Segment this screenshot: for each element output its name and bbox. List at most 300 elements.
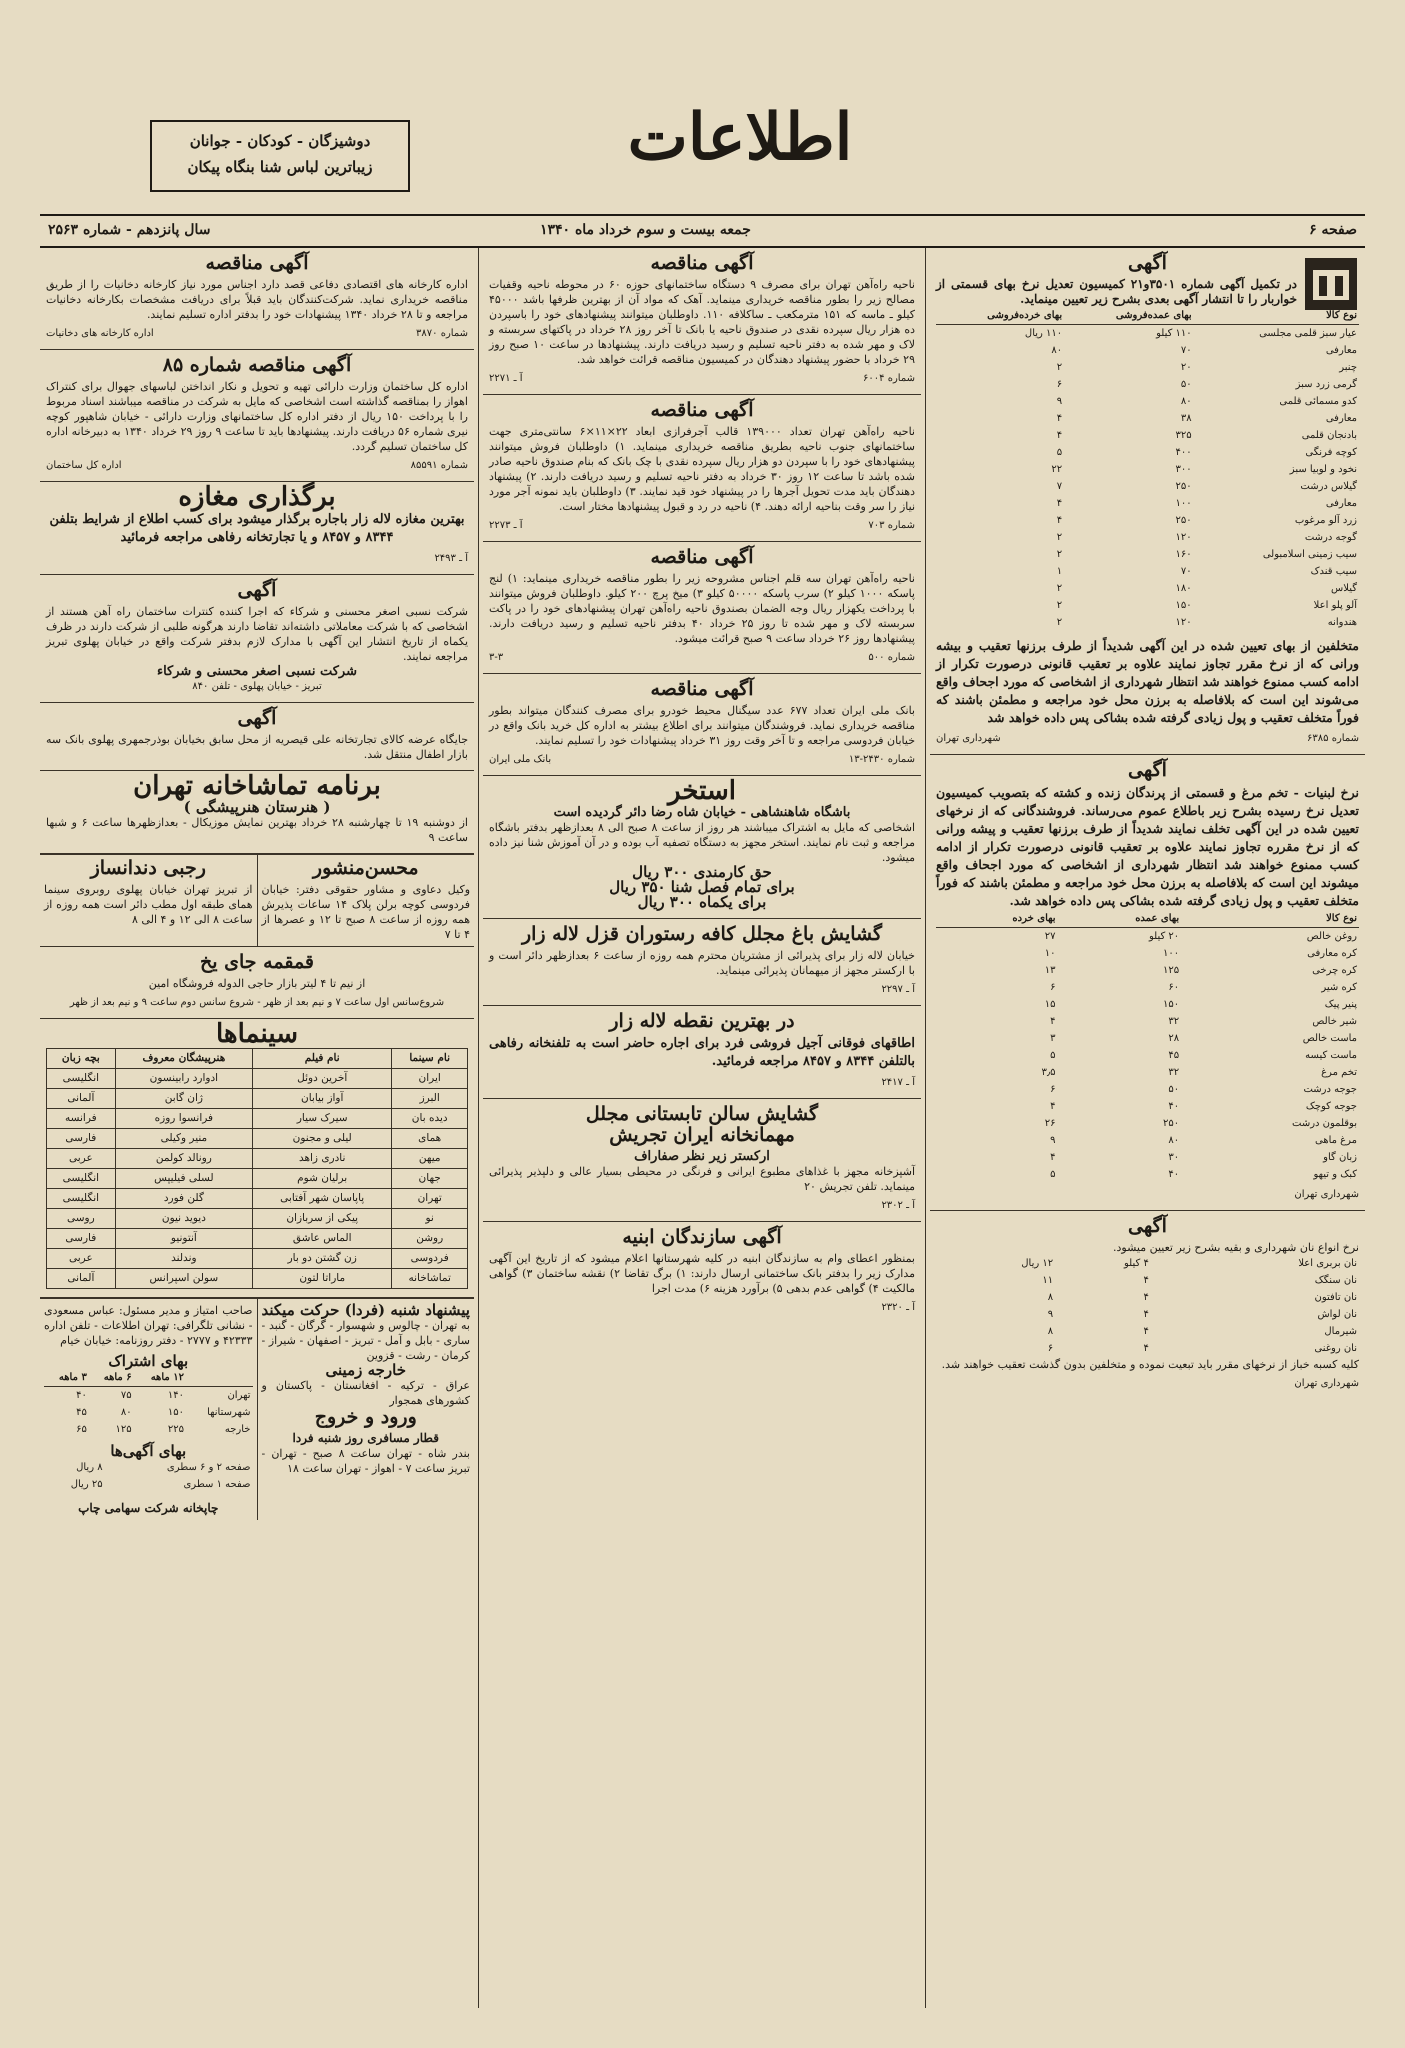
ad-body: اطاقهای فوقانی آجیل فروشی فرد برای اجاره حاضر است به تلفنخانه رفاهی بالتلفن ۸۳۴۴ و ۸۴۵۷ مراجعه فرمائید.: [489, 1036, 915, 1069]
ad-body-2: عراق - ترکیه - افغانستان - پاکستان و کشورهای همجوار: [261, 1379, 470, 1407]
table-cell: معارفی: [1325, 345, 1357, 356]
newspaper-title: اطلاعات: [627, 100, 853, 175]
ad-cinemas: [40, 1019, 474, 1298]
table-row: [936, 1149, 1359, 1166]
dateline: [40, 214, 1365, 248]
ad-body: از تبریز تهران خیابان پهلوی روبروی سینما همای طبقه اول مطب دائر است همه روزه از ساعت ۸ الی ۱۲ و ۴ الی ۸: [44, 883, 253, 926]
table-cell: گیلاس درشت: [1300, 481, 1357, 492]
ad-lead: نرخ لبنیات - تخم مرغ و قسمتی از پرندگان زنده و کشته که بتصویب کمیسیون تعدیل نرخ رسیده بشرح زیر باطلاع عموم می‌رساند. فروشندگانی که از نرخهای تعیین شده در این آگهی تخلف نمایند شدیداً از طرف برزنها تعقیب و پیشه ورانی که از نرخ مقرره تجاوز نمایند علاوه بر تعقیب قانونی درصورت تکرار از ادامه کسب ممنوع خواهند شد انتظار شهرداری از اشخاصی که مورد اجحاف واقع میشوند این است که بلافاصله به برزن محل خود مراجعه و مطمئن باشند که فوراً متخلف تعقیب و پول زیادی گرفته شده بشاکی پس داده خواهد شد.: [936, 785, 1359, 908]
table-cell: ۸۰: [120, 1407, 132, 1418]
table-cell: ۴۰: [76, 1390, 87, 1401]
table-cell: ۲۲۵: [167, 1424, 184, 1435]
table-header: نوع کالا: [1181, 910, 1359, 928]
table-cell: ۳۸: [1180, 413, 1192, 424]
ad-title: در بهترین نقطه لاله زار: [609, 1010, 795, 1032]
ad-title: استخر: [668, 776, 736, 806]
ad-number: شماره ۸۵۵۹۱: [410, 460, 468, 471]
table-cell: انگلیسی: [47, 1069, 116, 1089]
table-cell: ۲: [1056, 600, 1063, 611]
table-cell: جوجه کوچک: [1305, 1101, 1357, 1112]
table-cell: لیلی و مجنون: [253, 1129, 392, 1149]
table-cell: ۲: [1056, 532, 1063, 543]
ad-hotel: [483, 1099, 921, 1222]
table-cell: ۱۲۰: [1175, 617, 1192, 628]
table-cell: ۹: [1050, 1135, 1056, 1146]
table-row: [936, 376, 1359, 393]
ad-address: تبریز - خیابان پهلوی - تلفن ۸۴۰: [192, 681, 322, 692]
table-cell: ۱۵۰: [1163, 999, 1180, 1010]
table-cell: ۱۳: [1044, 965, 1056, 976]
table-header: نوع کالا: [1194, 307, 1359, 325]
table-row: [936, 1030, 1359, 1047]
table-cell: کره شیر: [1321, 982, 1357, 993]
table-cell: ۴: [1143, 1343, 1149, 1354]
table-row: [936, 1098, 1359, 1115]
table-cell: ۸۰: [1168, 1135, 1180, 1146]
table-cell: ۴: [1056, 515, 1063, 526]
table-row: [936, 1064, 1359, 1081]
ad-relocation: [40, 703, 474, 771]
table-cell: ۴: [1056, 430, 1063, 441]
ad-builders: [483, 1222, 921, 1323]
table-cell: ۳۲: [1168, 1016, 1180, 1027]
table-cell: میهن: [392, 1149, 468, 1169]
table-cell: نخود و لوبیا سبز: [1289, 464, 1357, 475]
table-cell: ۴: [1050, 1101, 1056, 1112]
ad-title: آگهی مناقصه: [650, 678, 754, 700]
table-row: [936, 512, 1359, 529]
column-left: [40, 248, 474, 1520]
table-row: [936, 1166, 1359, 1183]
ad-issuer: بانک ملی ایران: [489, 754, 552, 765]
ad-title: آگهی مناقصه: [650, 399, 754, 421]
table-cell: صفحه ۲ و ۶ سطری: [166, 1462, 251, 1473]
table-cell: عربی: [47, 1249, 116, 1269]
table-cell: شیرمال: [1324, 1326, 1357, 1337]
table-cell: نان بربری اعلا: [1298, 1258, 1357, 1269]
ad-footer: [489, 371, 915, 386]
table-cell: ۶۵: [76, 1424, 87, 1435]
table-row: [936, 1340, 1359, 1357]
ad-number: شماره ۲۴۳۰-۱۳: [848, 754, 915, 765]
ad-title: بهای اشتراک: [108, 1352, 189, 1370]
municipality-emblem-icon: [1303, 256, 1359, 312]
table-cell: ۴۵: [1168, 1050, 1180, 1061]
table-cell: فردوسی: [392, 1249, 468, 1269]
table-row: [936, 342, 1359, 359]
ad-rental: [483, 1006, 921, 1099]
table-row: [936, 1272, 1359, 1289]
table-cell: گلن فورد: [115, 1189, 252, 1209]
table-cell: صفحه ۱ سطری: [183, 1479, 251, 1490]
ad-title: آگهی مناقصه: [205, 252, 309, 274]
table-cell: همای: [392, 1129, 468, 1149]
table-row: [936, 325, 1359, 343]
table-cell: زن گشتن دو بار: [253, 1249, 392, 1269]
table-row: [936, 1013, 1359, 1030]
table-row: [936, 1081, 1359, 1098]
table-cell: آنتونیو: [115, 1229, 252, 1249]
table-cell: ۴۰: [1168, 1101, 1180, 1112]
table-cell: دیده بان: [392, 1109, 468, 1129]
ad-pool: [483, 776, 921, 919]
table-header: ۳ ماهه: [44, 1369, 89, 1387]
printer-name: چاپخانه شرکت سهامی چاپ: [78, 1501, 219, 1515]
table-cell: ۲۵ ریال: [70, 1479, 103, 1490]
ad-body: ناحیه راه‌آهن تهران تعداد ۱۳۹۰۰۰ قالب آجرفرازی ابعاد ۲۲×۱۱×۶ سانتی‌متری جهت ساختمانهای جنوب ناحیه بطریق مناقصه خریداری مینماید. ۱) داوطلبان فروش میتوانند پیشنهادهای خود را با سپردن دو هزار ریال سپرده نقدی با چک بانک که بنام صندوق ناحیه صادر شده باشد تا ساعت ۱۲ روز ۳۰ خرداد به دفتر ناحیه تسلیم و رسید دریافت دارند. ۲) پیشنهاد دهندگان باید مدت تحویل آجرها را در پیشنهاد خود قید نمایند. ۳) داوطلبان باید نمونه آجر مورد نیاز را سر وقت بناحیه ارائه دهند. ۴) ناحیه در رد و قبول پیشنهادها مختار است.: [489, 425, 916, 513]
ad-issuer: اداره کارخانه های دخانیات: [46, 328, 154, 339]
table-cell: ۳٫۵: [1041, 1067, 1056, 1078]
table-header: نام سینما: [392, 1049, 468, 1069]
table-row: [936, 563, 1359, 580]
ad-bus: [258, 1299, 475, 1520]
table-cell: زبان گاو: [1323, 1152, 1357, 1163]
table-row: [936, 461, 1359, 478]
table-cell: البرز: [392, 1089, 468, 1109]
ad-signature: شرکت نسبی اصغر محسنی و شرکاء: [156, 664, 358, 679]
table-cell: آواز بیابان: [253, 1089, 392, 1109]
ad-issuer: شهرداری تهران: [1294, 1378, 1359, 1389]
table-cell: ۴: [1050, 1152, 1056, 1163]
ad-code: آ ـ ۲۴۱۷: [881, 1077, 915, 1088]
table-cell: گوجه درشت: [1304, 532, 1357, 543]
ad-footer: [489, 1075, 915, 1090]
table-cell: زرد آلو مرغوب: [1294, 515, 1357, 526]
page-number: صفحه ۶: [1309, 222, 1357, 238]
table-row: [47, 1269, 468, 1289]
masthead-ad-line2: زیباترین لباس‌ شنا بنگاه پیکان: [187, 158, 373, 176]
masthead-ad-box: [150, 120, 410, 192]
table-cell: ۵: [1056, 447, 1063, 458]
table-cell: ۱۸۰: [1175, 583, 1192, 594]
ad-body: کلیه کسبه خباز از نرخهای مقرر باید تبعیت نموده و متخلفین بدون گذشت تعقیب خواهند شد.: [941, 1358, 1359, 1371]
table-row: [936, 410, 1359, 427]
table-header: [186, 1369, 253, 1387]
table-cell: روغن خالص: [1306, 931, 1357, 942]
table-row: [936, 427, 1359, 444]
table-cell: ۴: [1143, 1292, 1149, 1303]
table-cell: کبک و تیهو: [1313, 1169, 1357, 1180]
ad-title: آگهی: [237, 707, 277, 729]
ad-dentist: [40, 855, 258, 946]
table-cell: ۲۶: [1044, 1118, 1056, 1129]
ad-issuer: اداره کل ساختمان: [46, 460, 122, 471]
table-cell: ۲: [1056, 549, 1063, 560]
table-cell: آخرین دوئل: [253, 1069, 392, 1089]
table-cell: ۴۰۰: [1175, 447, 1192, 458]
masthead-ad-line1: دوشیزگان - کودکان - جوانان: [189, 132, 371, 150]
table-cell: فارسی: [47, 1129, 116, 1149]
table-cell: بادنجان قلمی: [1301, 430, 1357, 441]
table-cell: تماشاخانه: [392, 1269, 468, 1289]
ad-number: شماره ۷۰۳: [868, 520, 915, 531]
table-cell: گرمی زرد سبز: [1295, 379, 1357, 390]
ad-title: آگهی مناقصه شماره ۸۵: [162, 354, 352, 376]
table-cell: ۵۰: [1168, 1084, 1180, 1095]
ad-title: آگهی مناقصه: [650, 252, 754, 274]
table-cell: ۶: [1047, 1343, 1054, 1354]
table-cell: ۸ ریال: [76, 1462, 103, 1473]
table-cell: ۱۲۵: [115, 1424, 132, 1435]
table-cell: ۴: [1143, 1275, 1149, 1286]
table-cell: ۳۲: [1168, 1067, 1180, 1078]
ad-price-2: برای تمام فصل شنا ۳۵۰ ریال: [609, 878, 795, 896]
price-table-bread: [936, 1255, 1359, 1357]
table-header: ۱۲ ماهه: [134, 1369, 186, 1387]
ad-theatre: [40, 771, 474, 854]
issue-date: جمعه بیست و سوم خرداد ماه ۱۳۴۰: [540, 222, 751, 238]
table-cell: ۲: [1056, 583, 1063, 594]
table-cell: ۴: [1143, 1309, 1149, 1320]
table-row: [47, 1129, 468, 1149]
ad-number: شماره ۶۳۸۵: [1307, 733, 1359, 744]
table-row: [936, 996, 1359, 1013]
price-table-dairy: [936, 910, 1359, 1183]
table-cell: ۴: [1143, 1326, 1149, 1337]
table-cell: وندلند: [115, 1249, 252, 1269]
table-cell: ۴۵: [76, 1407, 87, 1418]
ad-body: اداره کل ساختمان وزارت دارائی تهیه و تحویل و نکار انداختن لباسهای جهوال برای کنتراک اهواز را بمناقصه گذاشته است اشخاصی که مایل به شرکت در مناقصه میباشند اسناد مربوط را با پرداخت ۱۵۰ ریال از دفتر اداره کل ساختمانهای وزارت دارائی - خیابان شاهپور کوچه نیری شماره ۵۶ دریافت دارند. پیشنهادها باید تا ساعت ۹ روز ۲۹ خرداد ۱۳۴۰ به دبیرخانه اداره کل ساختمان تسلیم گردد.: [46, 380, 469, 453]
table-cell: ۱: [1056, 566, 1063, 577]
ad-title-2: مهمانخانه ایران تجریش: [609, 1124, 795, 1146]
table-cell: ۶: [1050, 982, 1056, 993]
table-cell: ۱۲۵: [1163, 965, 1180, 976]
ad-footer: [489, 650, 915, 665]
imprint: صاحب امتیاز و مدیر مسئول: عباس مسعودی - نشانی تلگرافی: تهران اطلاعات - تلفن اداره ۴۲۳۳۳ و ۲۷۷۷ - دفتر روزنامه: خیابان خیام: [44, 1304, 253, 1347]
table-cell: گیلاس: [1331, 583, 1357, 594]
table-cell: تهران: [227, 1390, 251, 1401]
table-cell: ۹: [1047, 1309, 1054, 1320]
table-header: بچه زبان: [47, 1049, 116, 1069]
ad-lead: نرخ انواع نان شهرداری و بقیه بشرح زیر تعیین میشود.: [1113, 1241, 1359, 1254]
table-cell: ۸: [1047, 1292, 1054, 1303]
table-cell: ۱۰۰: [1175, 498, 1192, 509]
table-cell: فارسی: [47, 1229, 116, 1249]
ad-title: پیشنهاد شنبه (فردا) حرکت میکند: [261, 1301, 470, 1319]
ad-title: محسن‌منشور: [312, 857, 419, 879]
table-cell: ۴ کیلو: [1124, 1258, 1149, 1269]
ad-title: آگهی: [1128, 252, 1167, 274]
table-cell: هندوانه: [1327, 617, 1357, 628]
table-cell: ادوارد رابینسون: [115, 1069, 252, 1089]
table-row: [936, 1289, 1359, 1306]
table-row: [47, 1189, 468, 1209]
table-row: [936, 495, 1359, 512]
table-cell: ۴۰: [1168, 1169, 1180, 1180]
table-cell: ۳۲۵: [1175, 430, 1192, 441]
ad-code: آ ـ ۲۳۰۲: [881, 1200, 915, 1211]
table-cell: ۱۴۰: [167, 1390, 184, 1401]
table-cell: ۶: [1050, 1084, 1056, 1095]
table-cell: تهران: [392, 1189, 468, 1209]
ad-code: آ ـ ۲۳۲۰: [881, 1302, 915, 1313]
table-cell: ۱۵: [1044, 999, 1056, 1010]
table-cell: ۱۶۰: [1175, 549, 1192, 560]
table-cell: فرانسه: [47, 1109, 116, 1129]
table-cell: عربی: [47, 1149, 116, 1169]
table-cell: ۳۰: [1168, 1152, 1180, 1163]
ad-tender-3: [483, 542, 921, 674]
table-cell: لسلی فیلیپس: [115, 1169, 252, 1189]
table-row: [936, 962, 1359, 979]
table-cell: ۳۰۰: [1175, 464, 1192, 475]
ad-body: از دوشنبه ۱۹ تا چهارشنبه ۲۸ خرداد بهترین نمایش موزیکال - بعدازظهرها ساعت ۶ و شبها ساعت ۹: [46, 816, 468, 844]
ad-body: اشخاصی که مایل به اشتراک میباشند هر روز از ساعت ۸ صبح الی ۸ بعدازظهر بدفتر باشگاه مراجعه و ثبت نام نمایند. استخر مجهز به دستگاه تصفیه آب بوده و در آن آموزش شنا نیز داده میشود.: [489, 821, 915, 864]
table-header: هنرپیشگان معروف: [115, 1049, 252, 1069]
table-cell: آلو پلو اعلا: [1313, 600, 1357, 611]
ad-body: آشپزخانه مجهز با غذاهای مطبوع ایرانی و فرنگی در محیطی بسیار عالی و دلپذیر پذیرائی مینماید. تلفن تجریش ۲۰: [489, 1165, 915, 1193]
table-cell: ۲۲: [1051, 464, 1063, 475]
table-cell: کره چرخی: [1312, 965, 1357, 976]
table-cell: پاپاسان شهر آفتابی: [253, 1189, 392, 1209]
ad-code: ۳-۳: [489, 652, 504, 663]
ad-body-3: بندر شاه - تهران ساعت ۸ صبح - تهران - تبریز ساعت ۷ - اهواز - تهران ساعت ۱۸: [261, 1447, 470, 1475]
table-cell: ۱۰۰: [1163, 948, 1180, 959]
ad-footer: [489, 982, 915, 997]
ad-body: از نیم تا ۴ لیتر بازار حاجی الدوله فروشگاه امین: [148, 977, 366, 990]
table-cell: معارفی: [1325, 413, 1357, 424]
ad-body: شرکت نسبی اصغر محسنی و شرکاء که اجرا کننده کنترات ساختمان راه آهن هستند از اشخاصی که با شرکت معاملاتی داشته‌اند تقاضا دارند هرگونه طلبی از شرکت دارند در ظرف یکماه از تاریخ انتشار این آگهی با مدارک لازم بدفتر شرکت واقع در خیابان پهلوی تبریز مراجعه نمایند.: [46, 605, 468, 663]
table-cell: ۸۰: [1051, 345, 1063, 356]
table-cell: ۴: [1056, 413, 1063, 424]
table-row: [936, 1306, 1359, 1323]
ad-title: گشایش باغ مجلل کافه رستوران قزل لاله زار: [521, 923, 883, 945]
table-row: [47, 1149, 468, 1169]
table-cell: ۷۰: [1180, 345, 1192, 356]
ad-footer: [489, 1198, 915, 1213]
table-cell: ۵: [1050, 1050, 1056, 1061]
ad-footer: [46, 326, 468, 341]
ad-body: به تهران - چالوس و شهسوار - گرگان - گنبد - ساری - بابل و آمل - تبریز - اصفهان - شیراز - کرمان - رشت - قزوین: [261, 1319, 470, 1362]
table-cell: ۵: [1050, 1169, 1056, 1180]
table-row: [936, 928, 1359, 946]
table-cell: عیار سبز قلمی مجلسی: [1259, 328, 1357, 339]
ad-subtitle: قطار مسافری روز شنبه فردا: [292, 1431, 439, 1445]
ad-body: ناحیه راه‌آهن تهران برای مصرف ۹ دستگاه ساختمانهای حوزه ۶۰ در محوطه ناحیه وقفیات مصالح زیر را بطور مناقصه خریداری مینماید. آهک که مواد آن از بهترین ظرفها باشد ۴۵۰۰۰ کیلو ـ ماسه که ۱۵۱ مترمکعب ـ ساکلافه ۱۱۰. داوطلبان میتوانند پیشنهادهای خود را باسپردن ده هزار ریال سپرده نقدی در صندوق ناحیه یا بانک تا آخر روز ۲۸ خرداد در پاکتهای سربسته و لاک و مهر شده به دفتر ناحیه تسلیم و رسید دریافت دارند. پیشنهادها در ساعت ۱۰ صبح روز ۲۹ خرداد با حضور پیشنهاد دهندگان در کمیسیون مناقصه قرائت خواهد شد.: [489, 278, 915, 366]
table-cell: روسی: [47, 1209, 116, 1229]
ad-tender-1: [483, 248, 921, 395]
price-table-produce: [936, 307, 1359, 631]
table-cell: ۲: [1056, 362, 1063, 373]
table-cell: ۲۵۰: [1175, 481, 1192, 492]
ad-food-prices: [930, 248, 1365, 755]
masthead: [40, 100, 1365, 210]
table-row: [44, 1459, 253, 1476]
table-row: [936, 597, 1359, 614]
table-cell: بوقلمون درشت: [1292, 1118, 1357, 1129]
ad-body: بمنظور اعطای وام به سازندگان ابنیه در کلیه شهرستانها اعلام میشود که از تاریخ این آگهی مدارک زیر را بدفتر بانک ساختمانی ارسال دارند: ۱) برگ تقاضا ۲) نقشه ساختمان ۳) گواهی مالکیت ۴) گواهی عدم بدهی ۵) برآورد هزینه ۶) مدت اجرا: [489, 1252, 915, 1295]
table-cell: سولن اسپرانس: [115, 1269, 252, 1289]
ad-title: برگذاری مغازه: [178, 482, 336, 512]
table-row: [936, 614, 1359, 631]
table-cell: ۴: [1056, 498, 1063, 509]
ad-subtitle: ارکستر زیر نظر صفاراف: [634, 1149, 770, 1164]
table-row: [47, 1109, 468, 1129]
ad-tender-4: [483, 674, 921, 776]
table-row: [936, 393, 1359, 410]
table-cell: آلمانی: [47, 1089, 116, 1109]
ad-body: جایگاه عرضه کالای تجارتخانه علی قیصریه از محل سابق بخیابان بوذرجمهری پهلوی بانک سه بازار اطفال منتقل شد.: [46, 733, 468, 761]
table-cell: ۷۰: [1180, 566, 1192, 577]
table-cell: ۸: [1047, 1326, 1054, 1337]
ad-code: آ ـ ۲۲۹۷: [881, 984, 915, 995]
ad-subtitle: ( هنرستان هنرپیشگی ): [183, 798, 331, 816]
table-row: [936, 1115, 1359, 1132]
table-cell: برلیان شوم: [253, 1169, 392, 1189]
table-cell: ۱۱۰ ریال: [1024, 328, 1063, 339]
table-cell: ۲۰ کیلو: [1148, 931, 1180, 942]
table-row: [936, 478, 1359, 495]
table-row: [47, 1209, 468, 1229]
table-cell: ۱۵۰: [167, 1407, 184, 1418]
ad-title: گشایش سالن تابستانی مجلل: [585, 1103, 819, 1125]
table-cell: ۱۰: [1044, 948, 1056, 959]
table-cell: ۶: [1056, 379, 1063, 390]
ad-body: خیابان لاله زار برای پذیرائی از مشتریان محترم همه روزه از ساعت ۶ بعدازظهر دائر است و با ارکستر مجهز از میهمانان پذیرائی مینماید.: [489, 949, 915, 977]
ad-price-1: حق کارمندی ۳۰۰ ریال: [632, 863, 772, 881]
ad-footer: [936, 1187, 1359, 1202]
ad-title: رجبی دندانساز: [90, 857, 206, 879]
table-cell: ماراتا لتون: [253, 1269, 392, 1289]
ad-footer: [936, 731, 1359, 746]
table-cell: ۱۲ ریال: [1021, 1258, 1054, 1269]
ad-title: برنامه تماشاخانه تهران: [133, 771, 381, 801]
column-rule: [478, 248, 479, 2008]
cinema-table: [46, 1048, 468, 1289]
table-cell: خارجه: [224, 1424, 251, 1435]
table-cell: کره معارفی: [1307, 948, 1357, 959]
table-cell: ۲۸: [1168, 1033, 1180, 1044]
ad-title: قمقمه جای یخ: [199, 951, 315, 973]
ad-issuer: شهرداری تهران: [1294, 1189, 1359, 1200]
table-cell: شهرستانها: [207, 1407, 251, 1418]
ad-company-notice: [40, 575, 474, 703]
ad-title-3: ورود و خروج: [314, 1406, 417, 1428]
table-row: [47, 1249, 468, 1269]
table-cell: جوجه درشت: [1303, 1084, 1357, 1095]
ad-body: وکیل دعاوی و مشاور حقوقی دفتر: خیابان فردوسی کوچه برلن پلاک ۱۴ ساعات پذیرش همه روزه از ساعت ۸ صبح تا ۱۲ و عصرها از ۴ تا ۷: [261, 883, 471, 941]
table-cell: ۲۵۰: [1163, 1118, 1180, 1129]
ad-title-2: بهای آگهی‌ها: [110, 1442, 187, 1460]
issue-number: سال پانزدهم - شماره ۲۵۶۳: [48, 222, 211, 238]
ad-subscription: [40, 1299, 258, 1520]
table-cell: کدو مسمائی قلمی: [1279, 396, 1357, 407]
table-row: [44, 1476, 253, 1493]
table-header: بهای عمده‌فروشی: [1064, 307, 1194, 325]
table-cell: ۷۵: [120, 1390, 132, 1401]
table-cell: نادری زاهد: [253, 1149, 392, 1169]
ad-number: شماره ۳۸۷۰: [416, 328, 468, 339]
table-row: [936, 359, 1359, 376]
table-cell: ژان گابن: [115, 1089, 252, 1109]
table-cell: ۲: [1056, 617, 1063, 628]
ad-dairy-prices: [930, 755, 1365, 1211]
table-cell: ماست خالص: [1302, 1033, 1357, 1044]
table-cell: تخم مرغ: [1321, 1067, 1357, 1078]
ad-footer: [489, 518, 915, 533]
table-row: [47, 1169, 468, 1189]
table-cell: ۱۵۰: [1175, 600, 1192, 611]
table-row: [44, 1387, 253, 1405]
ad-tender-85: [40, 350, 474, 482]
table-cell: ایران: [392, 1069, 468, 1089]
ad-body: متخلفین از بهای تعیین شده در این آگهی شدیداً از طرف برزنها تعقیب و بیشه ورانی که از نرخ مقرر تجاوز نمایند علاوه بر تعقیب قانونی درصورت تکرار از ادامه کسب ممنوع خواهند شد انتظار شهرداری از اشخاصی که مورد اجحاف واقع می‌شوند این است که بلافاصله به برزن محل خود مراجعه و مطمئن باشند که فوراً متخلف تعقیب و پول زیادی گرفته شده بشاکی پس داده خواهد شد: [936, 638, 1359, 725]
table-cell: پنیر پیک: [1324, 999, 1357, 1010]
ad-number: شماره ۵۰۰: [868, 652, 915, 663]
ad-footer: [489, 1300, 915, 1315]
table-row: [936, 580, 1359, 597]
ad-bread-prices: [930, 1211, 1365, 1399]
